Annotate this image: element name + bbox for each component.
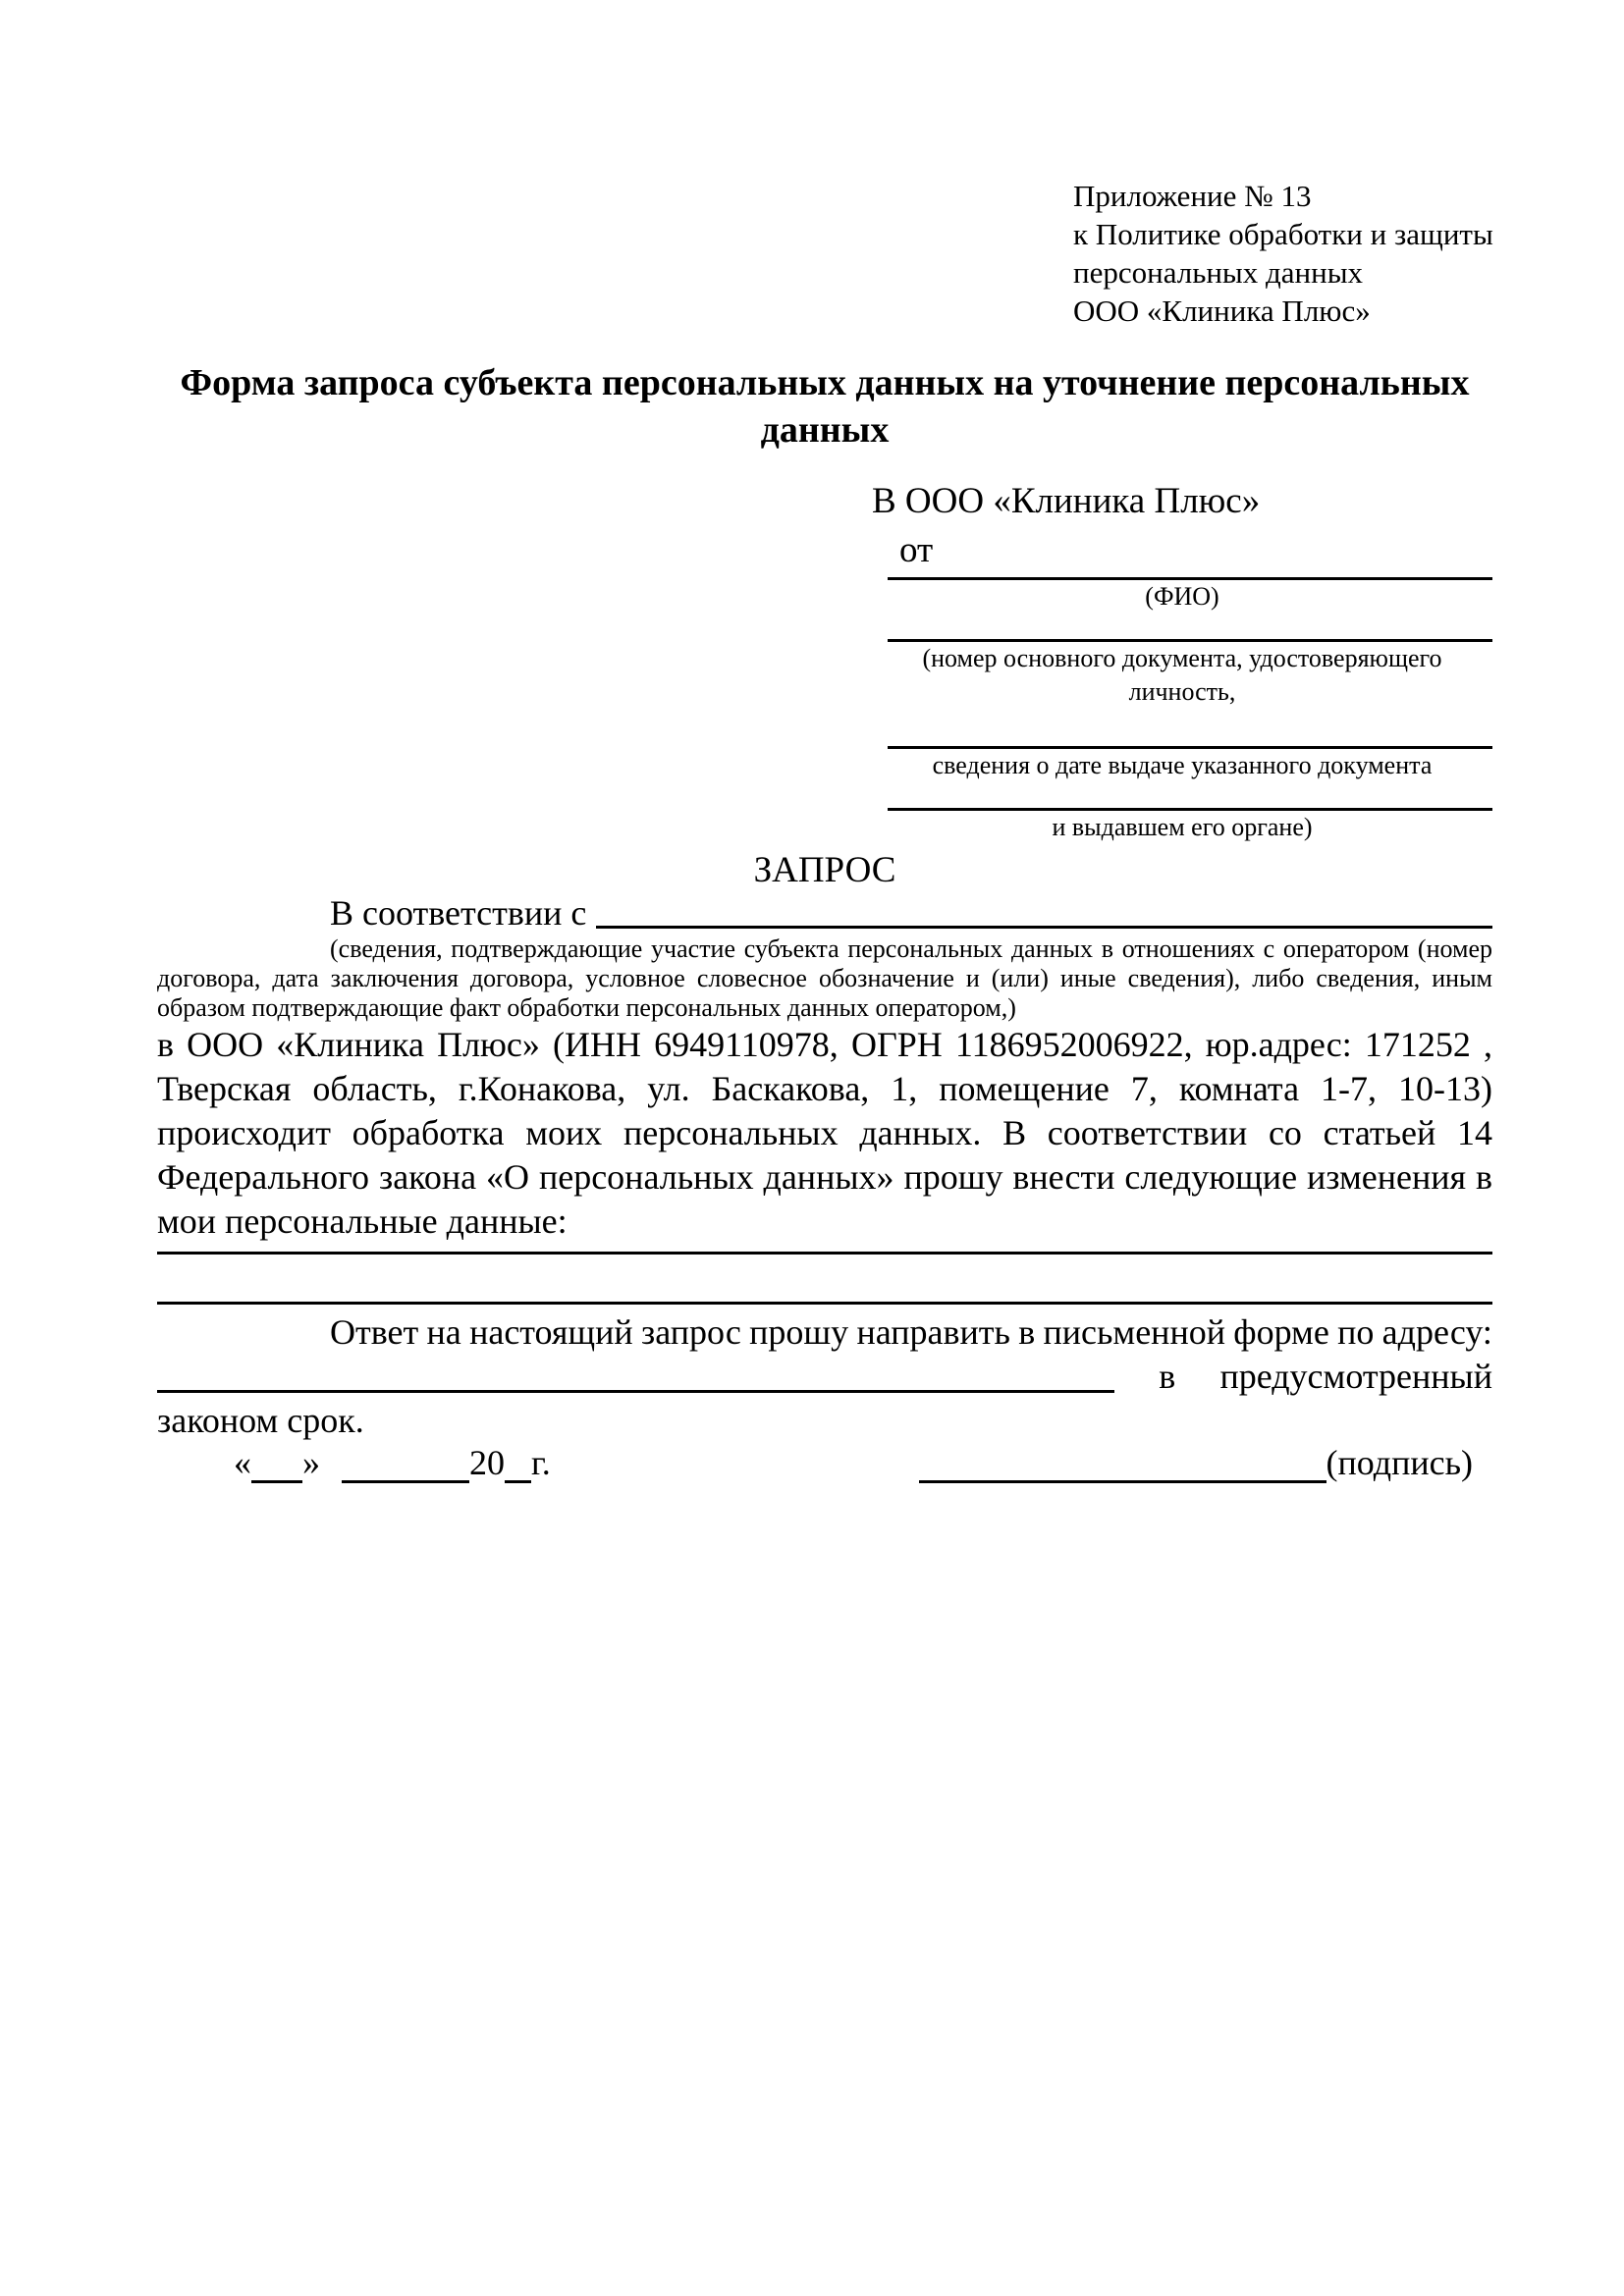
document-number-blank-line — [888, 614, 1492, 642]
recipient-from-label: от — [899, 530, 934, 570]
appendix-header — [1073, 177, 1493, 330]
reply-sentence: Ответ на настоящий запрос прошу направить в письменной форме по адресу: — [330, 1312, 1492, 1352]
recipient-to: В ООО «Клиника Плюс» — [872, 481, 1261, 521]
signature-blank-line — [919, 1479, 1326, 1483]
request-heading: ЗАПРОС — [753, 850, 896, 890]
changes-blank-line-2 — [157, 1255, 1492, 1305]
reply-address-line — [157, 1355, 1492, 1399]
date-field — [234, 1441, 551, 1485]
recipient-block — [872, 479, 1492, 844]
basis-blank-line — [596, 925, 1492, 929]
year-blank-line — [505, 1479, 531, 1483]
changes-blank-line-1 — [157, 1244, 1492, 1255]
fio-blank-line — [888, 573, 1492, 580]
issue-date-caption: сведения о дате выдаче указанного документа — [932, 751, 1433, 779]
address-blank-line — [157, 1389, 1114, 1393]
reply-word-in: в — [1159, 1357, 1176, 1396]
signature-caption: (подпись) — [1326, 1443, 1473, 1482]
date-open-quote: « — [234, 1443, 251, 1482]
issuing-authority-caption: и выдавшем его органе) — [1052, 813, 1313, 841]
request-section — [157, 891, 1492, 1443]
signature-field — [919, 1441, 1473, 1485]
date-signature-row — [157, 1441, 1492, 1485]
appendix-policy-line: к Политике обработки и защиты — [1073, 217, 1493, 251]
form-title: Форма запроса субъекта персональных данных на уточнение персональных данных — [180, 362, 1470, 451]
appendix-company: ООО «Клиника Плюс» — [1073, 294, 1371, 328]
issue-date-blank-line — [888, 709, 1492, 749]
basis-line — [157, 891, 1492, 934]
date-close-quote: » — [302, 1443, 320, 1482]
appendix-number: Приложение № 13 — [1073, 179, 1312, 213]
basis-prefix: В соответствии с — [330, 893, 587, 933]
month-blank-line — [342, 1479, 469, 1483]
year-prefix: 20 — [469, 1443, 505, 1482]
fio-caption: (ФИО) — [1145, 582, 1219, 611]
reply-word-deadline: предусмотренный — [1219, 1357, 1492, 1396]
body-paragraph: в ООО «Клиника Плюс» (ИНН 6949110978, ОГРН 1186952006922, юр.адрес: 171252 , Тверская область, г.Конакова, ул. Баскакова, 1, помещение 7, комната 1-7, 10-13) происходит обработка моих персональных данных. В соответствии со статьей 14 Федерального закона «О персональных данных» прошу внести следующие изменения в мои персональные данные: — [157, 1025, 1492, 1241]
day-blank-line — [251, 1479, 302, 1483]
appendix-policy-line-2: персональных данных — [1073, 255, 1364, 290]
year-suffix: г. — [531, 1443, 551, 1482]
issuing-authority-blank-line — [888, 782, 1492, 811]
reply-tail: законом срок. — [157, 1401, 364, 1440]
basis-footnote: (сведения, подтверждающие участие субъекта персональных данных в отношениях с оператором (номер договора, дата заключения договора, условное словесное обозначение и (или) иные сведения), либо сведения, иным образом подтверждающие факт обработки персональных данных оператором,) — [157, 934, 1492, 1022]
document-number-caption: (номер основного документа, удостоверяющего личность, — [922, 644, 1442, 706]
